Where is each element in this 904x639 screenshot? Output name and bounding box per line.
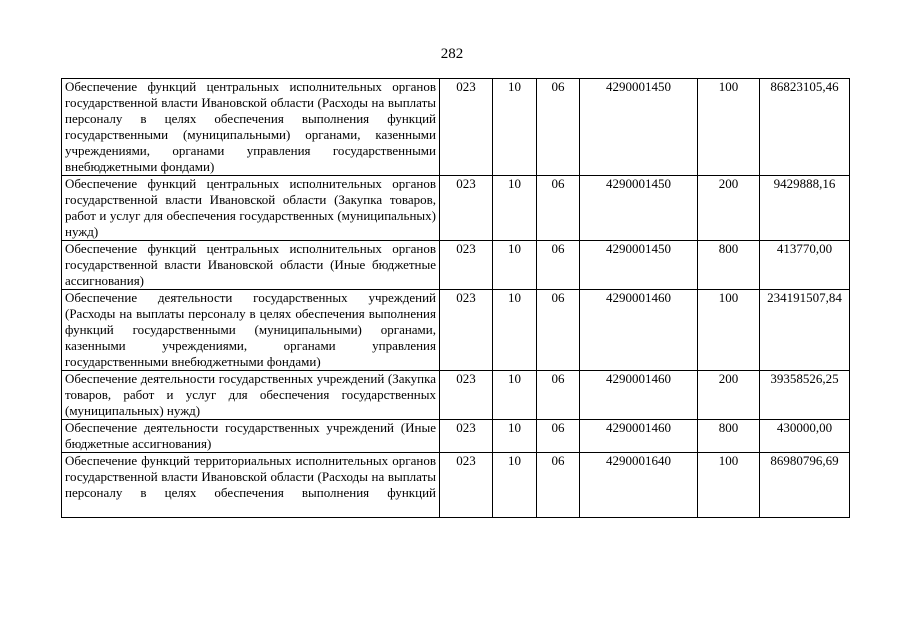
table-row — [62, 241, 850, 290]
row-amount: 413770,00 — [760, 241, 850, 290]
row-section: 10 — [493, 420, 537, 453]
row-amount: 86980796,69 — [760, 453, 850, 518]
row-target-code: 4290001450 — [580, 79, 698, 176]
row-expense-type: 200 — [698, 371, 760, 420]
row-ministry-code: 023 — [440, 453, 493, 518]
row-amount: 39358526,25 — [760, 371, 850, 420]
row-ministry-code: 023 — [440, 241, 493, 290]
row-expense-type: 800 — [698, 241, 760, 290]
row-description: Обеспечение деятельности государственных учреждений (Расходы на выплаты персоналу в целях обеспечения выполнения функций государственными (муниципальными) органами, казенными учреждениями, органами управления государственными внебюджетными фондами) — [62, 290, 440, 371]
row-ministry-code: 023 — [440, 79, 493, 176]
row-target-code: 4290001460 — [580, 290, 698, 371]
row-section: 10 — [493, 290, 537, 371]
row-section: 10 — [493, 176, 537, 241]
row-description: Обеспечение функций центральных исполнительных органов государственной власти Ивановской области (Закупка товаров, работ и услуг для обеспечения государственных (муниципальных) нужд) — [62, 176, 440, 241]
row-target-code: 4290001460 — [580, 371, 698, 420]
row-expense-type: 100 — [698, 290, 760, 371]
row-subsection: 06 — [537, 420, 580, 453]
row-amount: 430000,00 — [760, 420, 850, 453]
table-row — [62, 420, 850, 453]
row-amount: 9429888,16 — [760, 176, 850, 241]
table-row — [62, 453, 850, 518]
row-ministry-code: 023 — [440, 176, 493, 241]
row-subsection: 06 — [537, 241, 580, 290]
table-row — [62, 290, 850, 371]
row-target-code: 4290001640 — [580, 453, 698, 518]
row-subsection: 06 — [537, 79, 580, 176]
row-expense-type: 200 — [698, 176, 760, 241]
budget-table — [61, 78, 850, 518]
row-description: Обеспечение функций центральных исполнительных органов государственной власти Ивановской области (Расходы на выплаты персоналу в целях обеспечения выполнения функций государственными (муниципальными) органами, казенными учреждениями, органами управления государственными внебюджетными фондами) — [62, 79, 440, 176]
row-amount: 234191507,84 — [760, 290, 850, 371]
row-description: Обеспечение функций территориальных исполнительных органов государственной власти Ивановской области (Расходы на выплаты персоналу в целях обеспечения выполнения функций — [62, 453, 440, 518]
table-row — [62, 176, 850, 241]
row-section: 10 — [493, 371, 537, 420]
row-target-code: 4290001460 — [580, 420, 698, 453]
row-expense-type: 100 — [698, 453, 760, 518]
row-ministry-code: 023 — [440, 371, 493, 420]
row-target-code: 4290001450 — [580, 241, 698, 290]
row-amount: 86823105,46 — [760, 79, 850, 176]
row-subsection: 06 — [537, 176, 580, 241]
row-subsection: 06 — [537, 453, 580, 518]
row-expense-type: 100 — [698, 79, 760, 176]
row-section: 10 — [493, 241, 537, 290]
table-row — [62, 79, 850, 176]
row-target-code: 4290001450 — [580, 176, 698, 241]
row-description: Обеспечение функций центральных исполнительных органов государственной власти Ивановской области (Иные бюджетные ассигнования) — [62, 241, 440, 290]
row-description: Обеспечение деятельности государственных учреждений (Закупка товаров, работ и услуг для обеспечения государственных (муниципальных) нужд) — [62, 371, 440, 420]
row-subsection: 06 — [537, 371, 580, 420]
row-section: 10 — [493, 453, 537, 518]
table-row — [62, 371, 850, 420]
page-number: 282 — [440, 46, 464, 62]
row-ministry-code: 023 — [440, 420, 493, 453]
row-section: 10 — [493, 79, 537, 176]
row-subsection: 06 — [537, 290, 580, 371]
row-ministry-code: 023 — [440, 290, 493, 371]
row-description: Обеспечение деятельности государственных учреждений (Иные бюджетные ассигнования) — [62, 420, 440, 453]
row-expense-type: 800 — [698, 420, 760, 453]
